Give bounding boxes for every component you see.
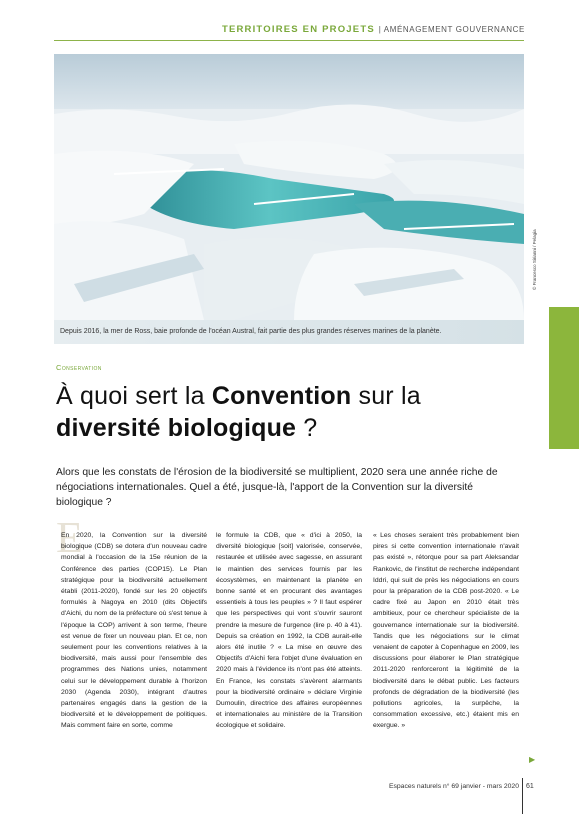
photo-credit: © Francesco Sirianni / Pelagia [532,229,537,290]
footer-publication: Espaces naturels n° 69 janvier - mars 2020 [388,783,519,790]
title-part-1: À quoi sert la [56,382,212,410]
section-header [222,24,525,35]
section-label: TERRITOIRES EN PROJETS [221,24,375,35]
photo-caption: Depuis 2016, la mer de Ross, baie profonde de l'océan Austral, fait partie des plus grandes réserves marines de la planète. [60,328,442,335]
text-column-2: le formule la CDB, que « d'ici à 2050, la diversité biologique [soit] valorisée, conservée, restaurée et utilisée avec sagesse, en assurant le maintien des services fournis par les écosystèmes, en maintenant la planète en bonne santé et en procurant des avantages essentiels à tous les peuples » ? Il faut espérer que les perspectives qui vont s'ouvrir sauront prendre la mesure de l'urgence (lire p. 40 à 41). Depuis sa création en 1992, la CDB aurait-elle alors été inutile ? « La mise en œuvre des Objectifs d'Aichi fera l'objet d'une évaluation en 2020 mais à l'évidence ils n'ont pas été atteints. En France, les constats s'avèrent alarmants pour la biodiversité ordinaire » déclare Virginie Dumoulin, directrice des affaires européennes et internationales au ministère de la Transition écologique et solidaire. [216,532,362,730]
page-number: 61 [526,783,534,790]
footer-rule [522,778,523,814]
title-bold-2: diversité biologique [56,414,297,442]
drop-cap: E [56,513,83,562]
section-color-tab [549,307,579,449]
title-part-2: sur la [351,382,421,410]
sea-ice-photo [54,54,524,320]
header-rule [54,40,524,41]
subsection-label: | AMÉNAGEMENT GOUVERNANCE [378,25,525,34]
text-column-1: En 2020, la Convention sur la diversité biologique (CDB) se dotera d'un nouveau cadre mondial à l'occasion de la 15e réunion de la Conférence des parties (COP15). Le Plan stratégique pour la biodiversité actuellement établi (2011-2020), fondé sur les 20 objectifs formulés à Nagoya en 2010 (dits Objectifs d'Aichi, du nom de la préfecture où s'est tenue à l'époque la COP) arrivent à son terme, l'heure est venue de fixer un nouveau plan. Et ce, non seulement pour les conventions relatives à la biodiversité, mais aussi pour l'ensemble des programmes des Nations unies, notamment celui sur le développement durable à l'horizon 2030 (Agenda 2030), intégrant d'autres partenaires engagés dans la gestion de la biodiversité et le développement de politiques. Mais comment faire en sorte, comme [61,532,207,730]
title-bold-1: Convention [211,382,352,410]
article-title [56,380,526,444]
title-part-3: ? [296,414,318,442]
triangle-right-icon: ▶ [529,755,536,764]
text-column-3: « Les choses seraient très probablement bien pires si cette convention internationale n'avait pas existé », rétorque pour sa part Aleksandar Rankovic, de l'institut de recherche indépendant Iddri, qui suit de près les négociations en cours pour la préparation de la CDB post-2020. « Le cadre fixé au Japon en 2010 était très ambitieux, pour ce chercheur spécialiste de la gouvernance internationale sur la biodiversité. Tandis que les négociations sur le climat venaient de capoter à Copenhague en 2009, les discussions pour élaborer le Plan stratégique 2011-2020 renforceront la légitimité de la biodiversité dans le débat public. Les facteurs profonds de dégradation de la biodiversité (les pollutions agricoles, la surpêche, la consommation excessive, etc.) étaient mis en exergue. » [373,532,519,730]
article-lead: Alors que les constats de l'érosion de la biodiversité se multiplient, 2020 sera une année riche de négociations internationales. Quel a été, jusque-là, l'apport de la Convention sur la diversité biologique ? [56,467,498,508]
article-kicker: Conservation [56,363,102,372]
